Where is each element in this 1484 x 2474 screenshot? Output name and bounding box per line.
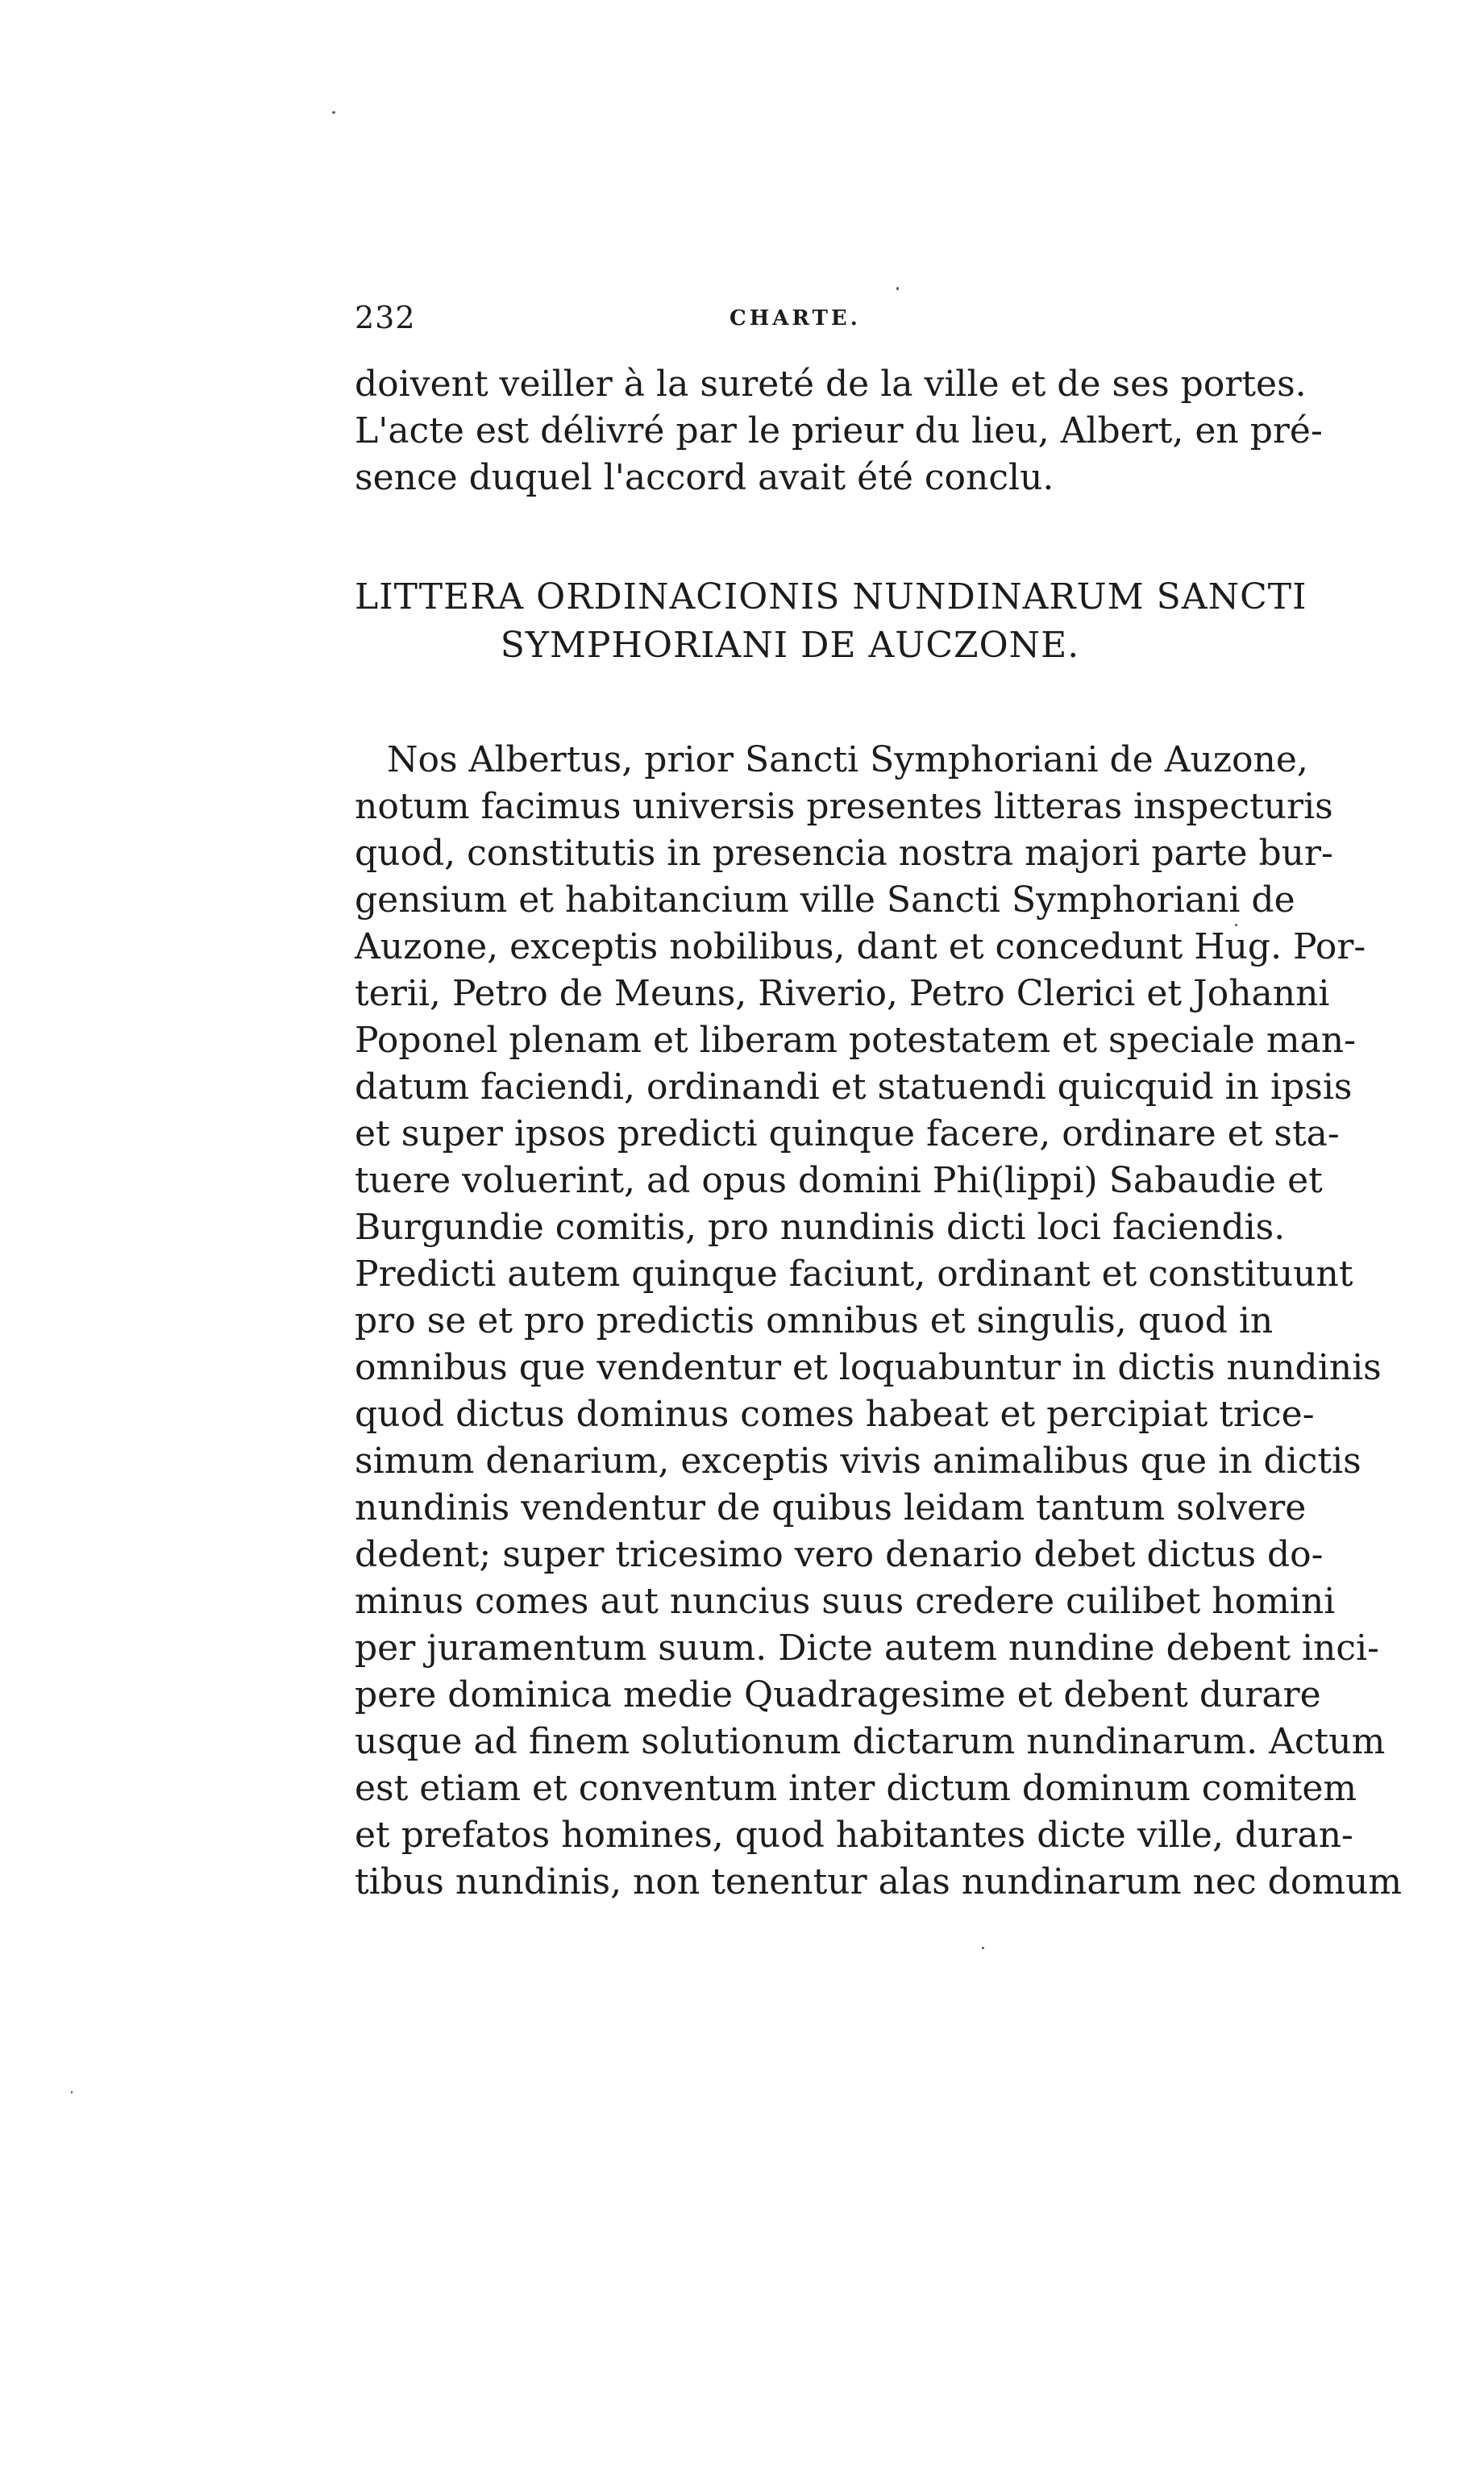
body-line: quod, constitutis in presencia nostra majori parte bur- [355, 833, 1333, 874]
speck [982, 1947, 984, 1949]
body-line: Poponel plenam et liberam potestatem et speciale man- [355, 1020, 1356, 1061]
intro-line: doivent veiller à la sureté de la ville et de ses portes. [355, 364, 1307, 405]
body-line: quod dictus dominus comes habeat et percipiat trice- [355, 1394, 1315, 1435]
body-line: tibus nundinis, non tenentur alas nundinarum nec domum [355, 1861, 1403, 1902]
body-line: gensium et habitancium ville Sancti Symphoriani de [355, 879, 1295, 921]
body-line: Auzone, exceptis nobilibus, dant et concedunt Hug. Por- [355, 926, 1366, 967]
body-line: et prefatos homines, quod habitantes dicte ville, duran- [355, 1815, 1353, 1856]
body-line: datum faciendi, ordinandi et statuendi quicquid in ipsis [355, 1067, 1353, 1108]
running-title: CHARTE. [730, 306, 861, 331]
body-line: omnibus que vendentur et loquabuntur in dictis nundinis [355, 1347, 1382, 1388]
body-line: nundinis vendentur de quibus leidam tantum solvere [355, 1487, 1307, 1528]
body-line: Burgundie comitis, pro nundinis dicti loci faciendis. [355, 1207, 1286, 1248]
page-number: 232 [355, 300, 416, 335]
body-line: pere dominica medie Quadragesime et debent durare [355, 1674, 1321, 1715]
speck [71, 2091, 73, 2094]
body-line: dedent; super tricesimo vero denario debet dictus do- [355, 1534, 1324, 1575]
speck [332, 111, 335, 114]
body-line: tuere voluerint, ad opus domini Phi(lippi) Sabaudie et [355, 1160, 1323, 1201]
intro-line: sence duquel l'accord avait été conclu. [355, 457, 1054, 498]
body-line: pro se et pro predictis omnibus et singulis, quod in [355, 1300, 1274, 1341]
body-line: Predicti autem quinque faciunt, ordinant et constituunt [355, 1254, 1353, 1295]
body-line: est etiam et conventum inter dictum dominum comitem [355, 1768, 1357, 1809]
body-line: simum denarium, exceptis vivis animalibus que in dictis [355, 1441, 1361, 1482]
section-title-line: SYMPHORIANI DE AUCZONE. [500, 625, 1080, 666]
section-title-line: LITTERA ORDINACIONIS NUNDINARUM SANCTI [355, 576, 1307, 617]
speck [896, 287, 899, 290]
body-line: per juramentum suum. Dicte autem nundine debent inci- [355, 1628, 1379, 1669]
speck [1235, 924, 1237, 926]
body-line: Nos Albertus, prior Sancti Symphoriani de Auzone, [387, 739, 1308, 780]
body-line: minus comes aut nuncius suus credere cuilibet homini [355, 1581, 1336, 1622]
intro-line: L'acte est délivré par le prieur du lieu, Albert, en pré- [355, 410, 1323, 451]
page-header [355, 300, 1225, 348]
body-line: terii, Petro de Meuns, Riverio, Petro Clerici et Johanni [355, 973, 1330, 1014]
body-line: et super ipsos predicti quinque facere, ordinare et sta- [355, 1113, 1340, 1154]
body-line: notum facimus universis presentes litteras inspecturis [355, 786, 1333, 827]
body-line: usque ad finem solutionum dictarum nundinarum. Actum [355, 1721, 1386, 1762]
